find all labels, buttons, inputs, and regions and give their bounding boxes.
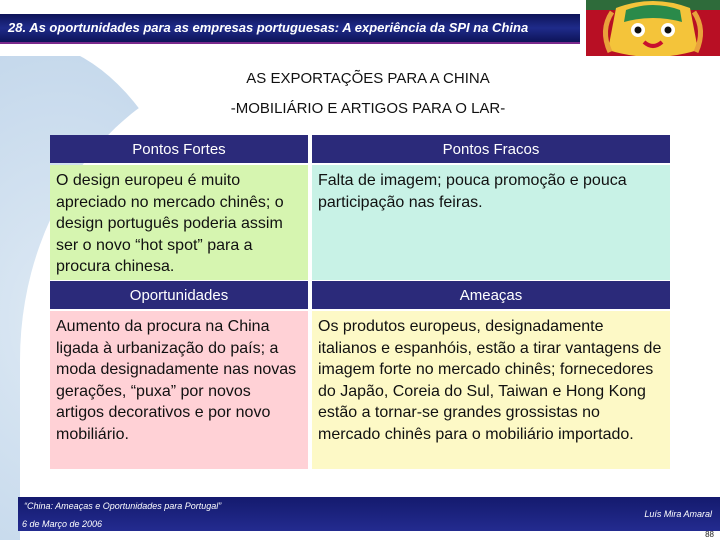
chinese-mask-image <box>586 0 720 56</box>
weaknesses-text: Falta de imagem; pouca promoção e pouca participação nas feiras. <box>312 165 670 280</box>
threats-header: Ameaças <box>312 281 670 309</box>
opportunities-text: Aumento da procura na China ligada à urbanização do país; a moda designadamente nas novas gerações, “puxa” por novos artigos decorativos e por novo mobiliário. <box>50 311 308 469</box>
slide-title: 28. As oportunidades para as empresas portuguesas: A experiência da SPI na China <box>8 20 529 35</box>
slide-header <box>0 0 720 56</box>
swot-grid <box>50 135 670 469</box>
section-subtitle: -MOBILIÁRIO E ARTIGOS PARA O LAR- <box>230 100 506 117</box>
threats-text: Os produtos europeus, designadamente italianos e espanhóis, estão a tirar vantagens de imagem forte no mercado chinês; fornecedores do Japão, Coreia do Sul, Taiwan e Hong Kong estão a tornar-se grandes grossistas no mercado chinês para o mobiliário importado. <box>312 311 670 469</box>
strengths-header: Pontos Fortes <box>50 135 308 163</box>
weaknesses-header: Pontos Fracos <box>312 135 670 163</box>
footer-source: “China: Ameaças e Oportunidades para Portugal” <box>24 501 222 511</box>
opportunities-header: Oportunidades <box>50 281 308 309</box>
strengths-text: O design europeu é muito apreciado no mercado chinês; o design português poderia assim ser o novo “hot spot” para a procura chinesa. <box>50 165 308 280</box>
footer-author: Luís Mira Amaral <box>644 509 712 519</box>
page-number: 88 <box>705 530 714 539</box>
slide-footer <box>18 497 720 531</box>
footer-date: 6 de Março de 2006 <box>22 519 103 529</box>
section-title: AS EXPORTAÇÕES PARA A CHINA <box>246 70 490 87</box>
